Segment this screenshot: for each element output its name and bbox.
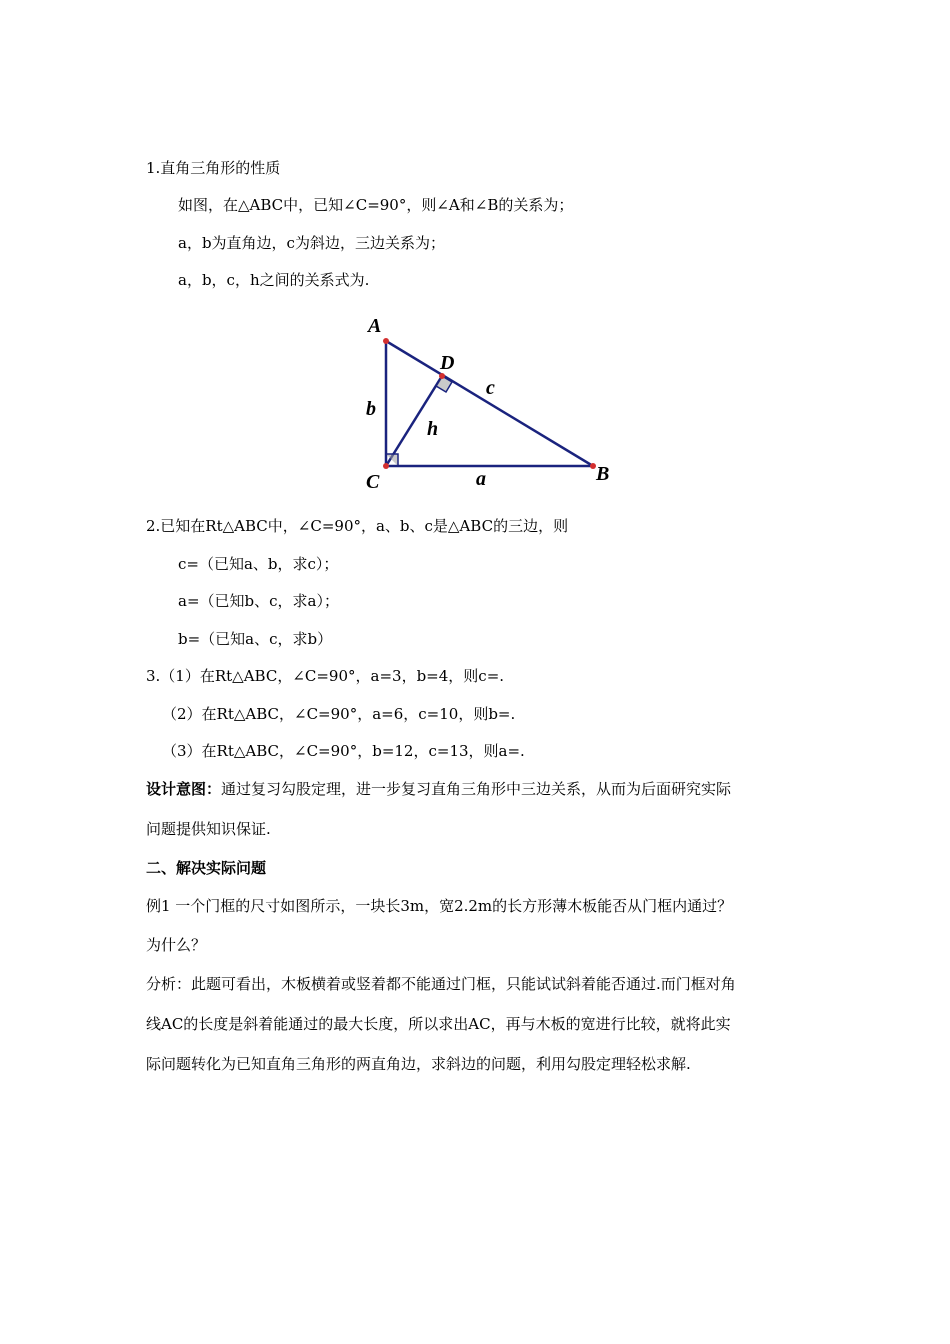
- design-intent-text-1: 通过复习勾股定理，进一步复习直角三角形中三边关系，从而为后面研究实际: [221, 780, 732, 798]
- right-triangle-figure: [358, 308, 620, 494]
- design-intent-label: 设计意图：: [146, 780, 222, 798]
- section-3-line-2: （2）在Rt△ABC，∠C=90°，a=6，c=10，则b=.: [162, 705, 516, 723]
- side-c: [386, 341, 593, 466]
- label-altitude-h: h: [427, 418, 439, 440]
- section-1-line-3: a，b，c，h之间的关系式为.: [178, 271, 370, 289]
- section-2-line-3: b=（已知a、c，求b）: [178, 630, 333, 648]
- label-side-b: b: [366, 398, 376, 420]
- design-intent-text-2: 问题提供知识保证.: [146, 820, 271, 838]
- section-3-line-1: 3.（1）在Rt△ABC，∠C=90°，a=3，b=4，则c=.: [146, 667, 505, 685]
- example-1-line-2: 为什么？: [146, 936, 207, 954]
- point-c: [383, 463, 389, 469]
- section-2-line-2: a=（已知b、c，求a）；: [178, 592, 339, 610]
- section-1-line-2: a，b为直角边，c为斜边，三边关系为；: [178, 234, 445, 252]
- section-2-line-1: c=（已知a、b，求c）；: [178, 555, 339, 573]
- analysis-line-3: 际问题转化为已知直角三角形的两直角边，求斜边的问题，利用勾股定理轻松求解.: [146, 1055, 691, 1073]
- triangle-lines: [386, 341, 593, 466]
- label-b-vertex: B: [596, 463, 610, 485]
- label-c-vertex: C: [366, 471, 380, 493]
- analysis-line-2: 线AC的长度是斜着能通过的最大长度，所以求出AC，再与木板的宽进行比较，就将此实: [146, 1015, 731, 1033]
- point-a: [383, 338, 389, 344]
- section-2-heading: 2.已知在Rt△ABC中，∠C=90°，a、b、c是△ABC的三边，则: [146, 517, 569, 535]
- label-a-vertex: A: [368, 315, 382, 337]
- section-1-heading: 1.直角三角形的性质: [146, 159, 281, 177]
- section-3-line-3: （3）在Rt△ABC，∠C=90°，b=12，c=13，则a=.: [162, 742, 525, 760]
- label-side-c: c: [486, 377, 495, 399]
- analysis-line-1: 分析：此题可看出，木板横着或竖着都不能通过门框，只能试试斜着能否通过.而门框对角: [146, 975, 736, 993]
- label-d-vertex: D: [440, 352, 455, 374]
- design-intent-line-1: [146, 779, 731, 799]
- section-1-line-1: 如图，在△ABC中，已知∠C=90°，则∠A和∠B的关系为；: [178, 196, 574, 214]
- example-1-line-1: 例1 一个门框的尺寸如图所示，一块长3m，宽2.2m的长方形薄木板能否从门框内通过？: [146, 897, 733, 915]
- part-2-heading: 二、解决实际问题: [146, 859, 267, 877]
- label-side-a: a: [476, 468, 486, 490]
